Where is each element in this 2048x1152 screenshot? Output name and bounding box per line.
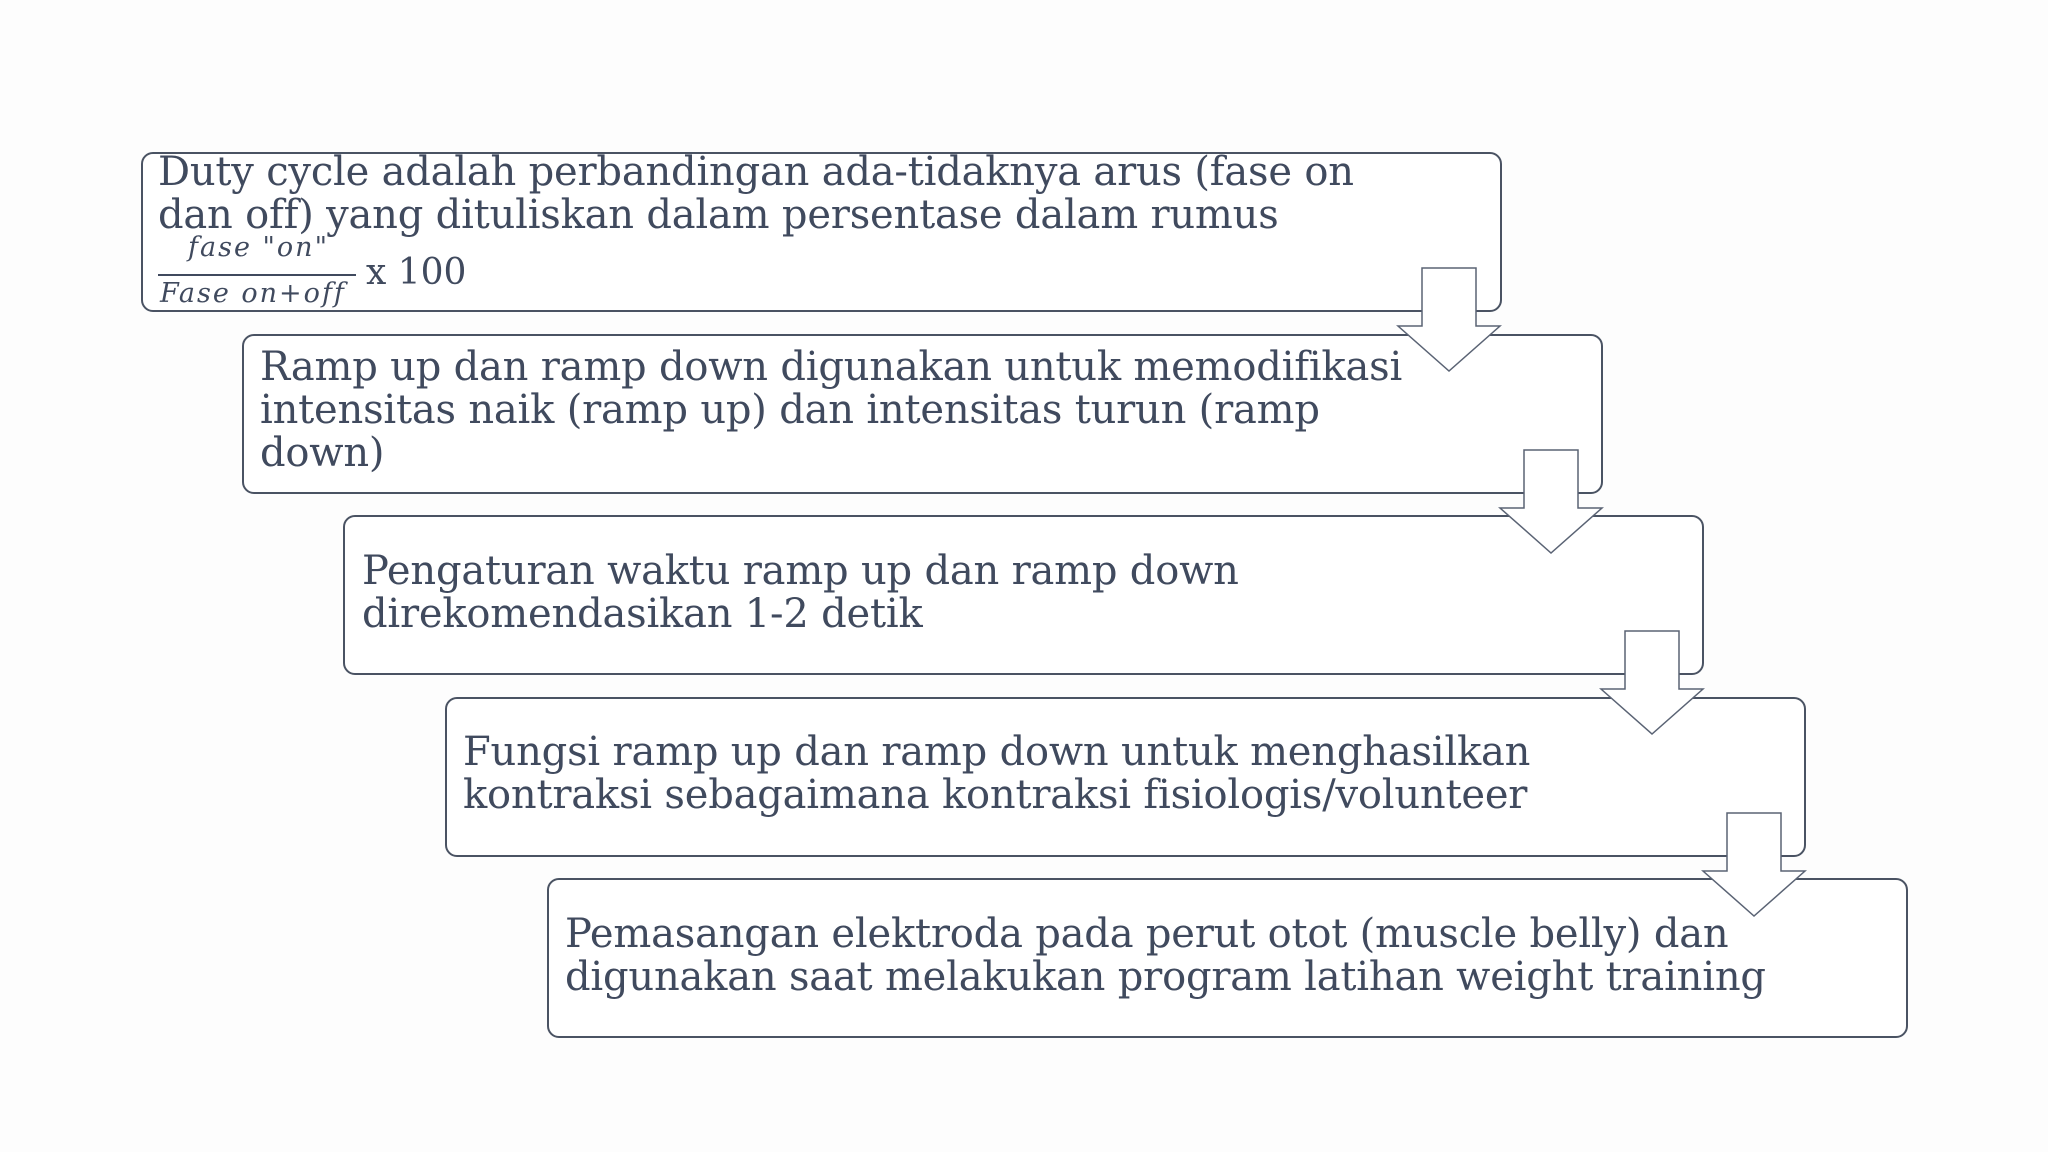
duty-cycle-formula	[158, 230, 488, 310]
formula-multiplier: x 100	[366, 252, 467, 293]
step-2-text: Ramp up dan ramp down digunakan untuk memodifikasi intensitas naik (ramp up) dan intensitas turun (ramp down)	[260, 344, 1403, 476]
down-arrow-icon-2	[1496, 448, 1606, 558]
down-arrow-icon-1	[1394, 266, 1504, 376]
down-arrow-icon-3	[1597, 629, 1707, 739]
step-1-text: Duty cycle adalah perbandingan ada-tidaknya arus (fase on dan off) yang dituliskan dalam persentase dalam rumus	[158, 149, 1354, 238]
step-4-text: Fungsi ramp up dan ramp down untuk menghasilkan kontraksi sebagaimana kontraksi fisiologis/volunteer	[463, 729, 1531, 818]
step-5-text: Pemasangan elektroda pada perut otot (muscle belly) dan digunakan saat melakukan program latihan weight training	[565, 911, 1766, 1000]
step-3-text: Pengaturan waktu ramp up dan ramp down direkomendasikan 1-2 detik	[362, 548, 1239, 637]
down-arrow-icon-4	[1699, 811, 1809, 921]
formula-denominator: Fase on+off	[160, 278, 346, 309]
fraction-bar	[158, 274, 356, 276]
formula-numerator: fase "on"	[188, 232, 329, 263]
